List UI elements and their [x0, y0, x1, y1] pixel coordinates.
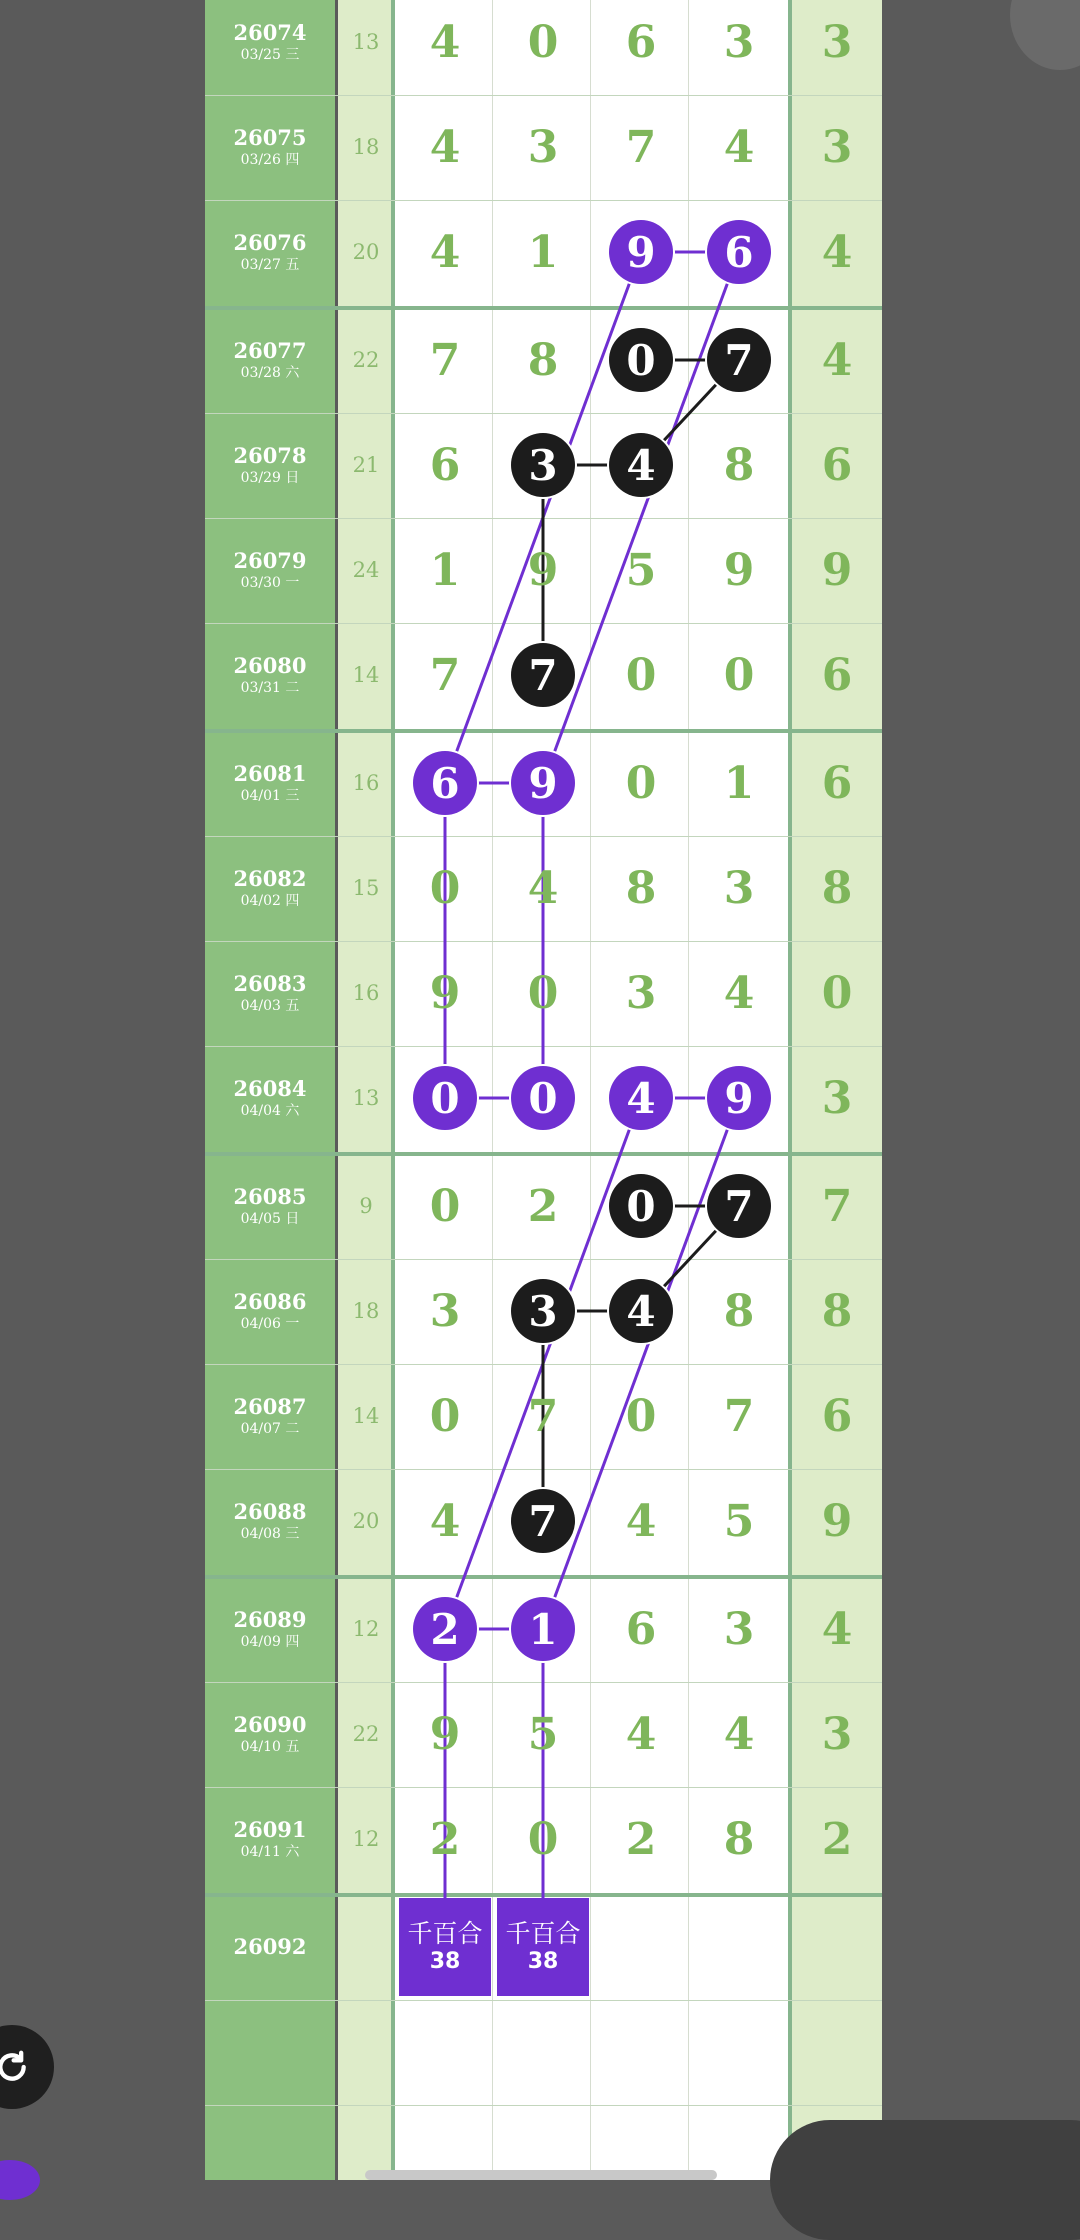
issue-cell — [210, 207, 330, 297]
refresh-button[interactable] — [0, 2025, 54, 2109]
sum-value: 21 — [352, 453, 380, 477]
prediction-label: 千百合 — [505, 1919, 581, 1948]
horizontal-scrollbar[interactable] — [365, 2170, 717, 2180]
highlight-ball: 7 — [707, 1174, 771, 1238]
tail-value: 4 — [821, 334, 853, 386]
issue-cell — [210, 948, 330, 1038]
sum-value: 22 — [352, 348, 380, 372]
issue-date: 04/07 二 — [240, 1421, 300, 1437]
digit-cell: 7 — [723, 1390, 755, 1442]
digit-cell: 4 — [429, 1495, 461, 1547]
digit-cell: 4 — [527, 862, 559, 914]
digit-cell: 0 — [625, 649, 657, 701]
sum-value: 18 — [352, 135, 380, 159]
issue-cell — [210, 1689, 330, 1779]
digit-cell: 5 — [527, 1708, 559, 1760]
issue-date: 04/09 四 — [240, 1634, 300, 1650]
digit-cell: 7 — [429, 334, 461, 386]
issue-cell — [210, 1053, 330, 1143]
highlight-ball: 4 — [609, 1279, 673, 1343]
issue-cell — [210, 420, 330, 510]
sum-value: 13 — [352, 30, 380, 54]
issue-number: 26091 — [233, 1817, 307, 1842]
issue-cell — [210, 525, 330, 615]
digit-cell: 2 — [527, 1180, 559, 1232]
tail-value: 6 — [821, 757, 853, 809]
issue-date: 03/27 五 — [240, 257, 300, 273]
overlay-button-top-right[interactable] — [1010, 0, 1080, 70]
digit-cell: 9 — [723, 544, 755, 596]
digit-cell: 3 — [723, 1603, 755, 1655]
issue-date: 03/25 三 — [240, 47, 300, 63]
issue-date: 04/03 五 — [240, 998, 300, 1014]
digit-cell: 9 — [527, 544, 559, 596]
digit-cell: 0 — [527, 16, 559, 68]
tail-value: 8 — [821, 1285, 853, 1337]
digit-cell: 0 — [429, 1390, 461, 1442]
issue-number: 26081 — [233, 761, 307, 786]
digit-cell: 0 — [527, 967, 559, 1019]
sum-value: 20 — [352, 240, 380, 264]
issue-cell — [210, 1266, 330, 1356]
digit-cell: 3 — [625, 967, 657, 1019]
sum-value: 13 — [352, 1086, 380, 1110]
issue-date: 04/11 六 — [240, 1844, 300, 1860]
highlight-ball: 1 — [511, 1597, 575, 1661]
digit-cell: 5 — [625, 544, 657, 596]
trend-chart — [205, 0, 882, 2180]
tail-value: 3 — [821, 1072, 853, 1124]
digit-cell: 8 — [723, 439, 755, 491]
highlight-ball: 9 — [609, 220, 673, 284]
issue-date: 03/29 日 — [240, 470, 300, 486]
tail-value: 8 — [821, 862, 853, 914]
highlight-ball: 6 — [707, 220, 771, 284]
issue-date: 04/02 四 — [240, 893, 300, 909]
digit-cell: 9 — [429, 1708, 461, 1760]
highlight-ball: 9 — [707, 1066, 771, 1130]
refresh-icon — [0, 2047, 32, 2087]
issue-date: 04/10 五 — [240, 1739, 300, 1755]
issue-cell — [210, 1371, 330, 1461]
issue-number: 26083 — [233, 971, 307, 996]
digit-cell: 7 — [527, 1390, 559, 1442]
highlight-ball: 3 — [511, 1279, 575, 1343]
sum-value: 24 — [352, 558, 380, 582]
tail-value: 6 — [821, 1390, 853, 1442]
digit-cell: 0 — [625, 757, 657, 809]
highlight-ball: 0 — [413, 1066, 477, 1130]
sum-value: 20 — [352, 1509, 380, 1533]
issue-date: 04/04 六 — [240, 1103, 300, 1119]
sum-value: 12 — [352, 1617, 380, 1641]
issue-cell — [210, 1476, 330, 1566]
issue-date: 03/26 四 — [240, 152, 300, 168]
issue-cell — [210, 1161, 330, 1251]
issue-date: 03/30 一 — [240, 575, 300, 591]
issue-number: 26079 — [233, 548, 307, 573]
prediction-cell — [399, 1898, 491, 1996]
digit-cell: 6 — [429, 439, 461, 491]
issue-date: 04/01 三 — [240, 788, 300, 804]
digit-cell: 6 — [625, 1603, 657, 1655]
digit-cell: 4 — [625, 1495, 657, 1547]
digit-cell: 1 — [723, 757, 755, 809]
digit-cell: 2 — [625, 1813, 657, 1865]
issue-number: 26075 — [233, 125, 307, 150]
sum-value: 14 — [352, 663, 380, 687]
issue-number: 26076 — [233, 230, 307, 255]
issue-date: 04/06 一 — [240, 1316, 300, 1332]
highlight-ball: 0 — [511, 1066, 575, 1130]
digit-cell: 1 — [527, 226, 559, 278]
issue-cell — [210, 1794, 330, 1884]
digit-cell: 8 — [527, 334, 559, 386]
highlight-ball: 7 — [511, 643, 575, 707]
digit-cell: 4 — [723, 1708, 755, 1760]
issue-date: 04/05 日 — [240, 1211, 300, 1227]
digit-cell: 8 — [723, 1813, 755, 1865]
digit-cell: 7 — [429, 649, 461, 701]
issue-cell — [210, 630, 330, 720]
sum-value: 9 — [359, 1194, 373, 1218]
issue-date: 03/31 二 — [240, 680, 300, 696]
sum-value: 14 — [352, 1404, 380, 1428]
issue-cell — [210, 843, 330, 933]
prediction-cell — [497, 1898, 589, 1996]
digit-cell: 4 — [723, 967, 755, 1019]
sum-value: 15 — [352, 876, 380, 900]
tail-value: 3 — [821, 1708, 853, 1760]
digit-cell: 0 — [723, 649, 755, 701]
issue-cell — [210, 0, 330, 87]
digit-cell: 0 — [527, 1813, 559, 1865]
highlight-ball: 4 — [609, 433, 673, 497]
sum-value: 16 — [352, 981, 380, 1005]
digit-cell: 8 — [723, 1285, 755, 1337]
sum-value: 16 — [352, 771, 380, 795]
issue-date: 03/28 六 — [240, 365, 300, 381]
issue-number: 26089 — [233, 1607, 307, 1632]
issue-number: 26074 — [233, 20, 307, 45]
tail-value: 0 — [821, 967, 853, 1019]
issue-cell — [210, 1584, 330, 1674]
sum-value: 12 — [352, 1827, 380, 1851]
digit-cell: 3 — [723, 16, 755, 68]
digit-cell: 0 — [625, 1390, 657, 1442]
digit-cell: 6 — [625, 16, 657, 68]
prediction-value: 38 — [527, 1949, 559, 1974]
tail-value: 9 — [821, 544, 853, 596]
issue-number: 26082 — [233, 866, 307, 891]
highlight-ball: 6 — [413, 751, 477, 815]
sum-value: 18 — [352, 1299, 380, 1323]
issue-number: 26087 — [233, 1394, 307, 1419]
tail-value: 3 — [821, 16, 853, 68]
highlight-ball: 2 — [413, 1597, 477, 1661]
issue-number: 26086 — [233, 1289, 307, 1314]
digit-cell: 3 — [429, 1285, 461, 1337]
digit-cell: 9 — [429, 967, 461, 1019]
issue-date: 04/08 三 — [240, 1526, 300, 1542]
tail-value: 3 — [821, 121, 853, 173]
sum-value: 22 — [352, 1722, 380, 1746]
digit-cell: 1 — [429, 544, 461, 596]
digit-cell: 8 — [625, 862, 657, 914]
tail-value: 2 — [821, 1813, 853, 1865]
overlay-button-bottom-left[interactable] — [0, 2160, 40, 2200]
issue-number: 26088 — [233, 1499, 307, 1524]
tail-value: 6 — [821, 439, 853, 491]
tail-value: 4 — [821, 226, 853, 278]
tail-value: 9 — [821, 1495, 853, 1547]
highlight-ball: 9 — [511, 751, 575, 815]
issue-cell — [210, 102, 330, 192]
digit-cell: 7 — [625, 121, 657, 173]
prediction-issue: 26092 — [233, 1934, 307, 1959]
digit-cell: 3 — [527, 121, 559, 173]
digit-cell: 2 — [429, 1813, 461, 1865]
prediction-value: 38 — [429, 1949, 461, 1974]
issue-number: 26080 — [233, 653, 307, 678]
digit-cell: 4 — [429, 16, 461, 68]
highlight-ball: 0 — [609, 1174, 673, 1238]
digit-cell: 4 — [625, 1708, 657, 1760]
bottom-toolbar[interactable] — [770, 2120, 1080, 2240]
highlight-ball: 0 — [609, 328, 673, 392]
prediction-label: 千百合 — [407, 1919, 483, 1948]
highlight-ball: 7 — [707, 328, 771, 392]
highlight-ball: 4 — [609, 1066, 673, 1130]
digit-cell: 5 — [723, 1495, 755, 1547]
highlight-ball: 3 — [511, 433, 575, 497]
highlight-ball: 7 — [511, 1489, 575, 1553]
issue-number: 26090 — [233, 1712, 307, 1737]
issue-cell — [210, 315, 330, 405]
tail-value: 6 — [821, 649, 853, 701]
digit-cell: 0 — [429, 1180, 461, 1232]
tail-value: 7 — [821, 1180, 853, 1232]
digit-cell: 3 — [723, 862, 755, 914]
digit-cell: 0 — [429, 862, 461, 914]
issue-cell — [210, 738, 330, 828]
tail-value: 4 — [821, 1603, 853, 1655]
digit-cell: 4 — [723, 121, 755, 173]
digit-cell: 4 — [429, 121, 461, 173]
issue-number: 26085 — [233, 1184, 307, 1209]
issue-number: 26077 — [233, 338, 307, 363]
issue-number: 26084 — [233, 1076, 307, 1101]
digit-cell: 4 — [429, 226, 461, 278]
issue-number: 26078 — [233, 443, 307, 468]
